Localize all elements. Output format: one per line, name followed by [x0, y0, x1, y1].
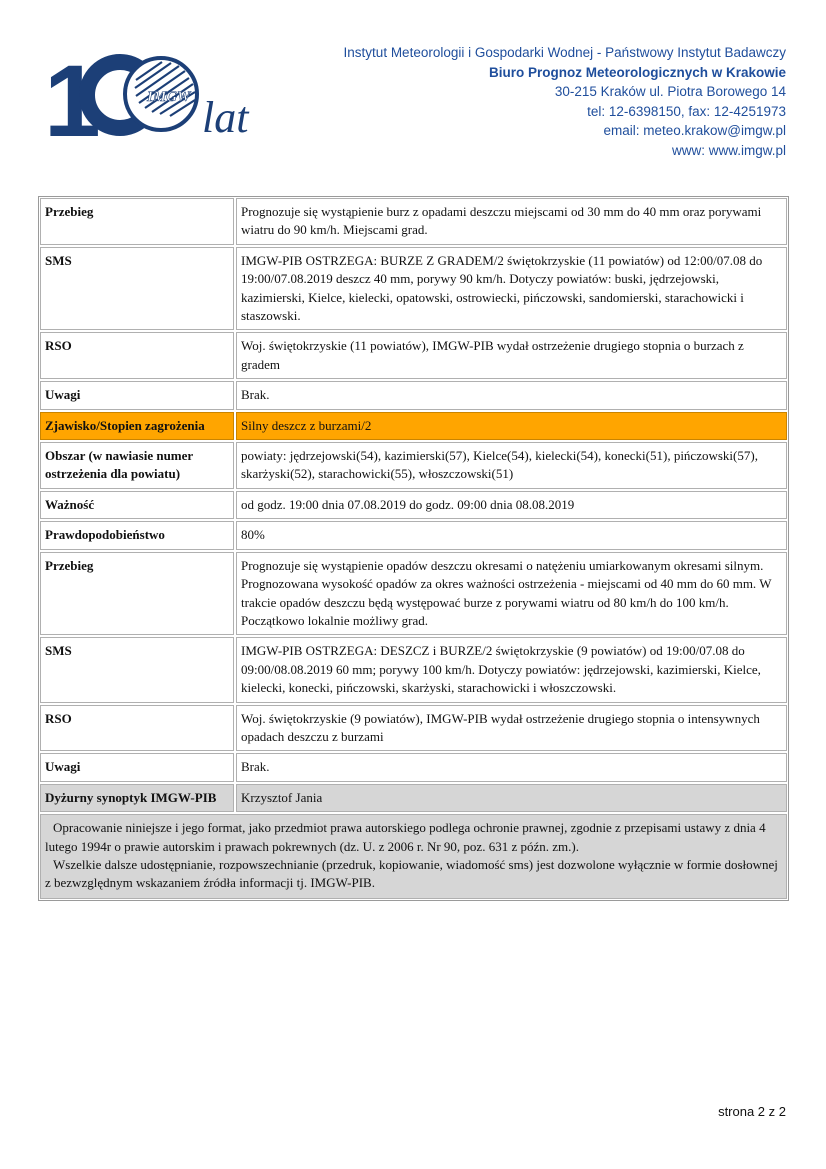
row-label: SMS	[40, 637, 234, 702]
institute-name: Instytut Meteorologii i Gospodarki Wodnej - Państwowy Instytut Badawczy	[343, 45, 786, 60]
row-value: IMGW-PIB OSTRZEGA: DESZCZ i BURZE/2 świętokrzyskie (9 powiatów) od 19:00/07.08 do 09:00/08.08.2019 60 mm; porywy 100 km/h. Dotyczy powiatów: jędrzejowski, kazimierski, Kielce, kielecki, konecki, pińczowski, skarżyski, starachowicki i włoszczowski.	[236, 637, 787, 702]
row-value: Woj. świętokrzyskie (11 powiatów), IMGW-PIB wydał ostrzeżenie drugiego stopnia o burzach z gradem	[236, 332, 787, 379]
logo-number-one: 1	[44, 52, 101, 138]
row-value: 80%	[236, 521, 787, 549]
row-label: Zjawisko/Stopien zagrożenia	[40, 412, 234, 440]
table-row	[40, 198, 787, 245]
table-row	[40, 552, 787, 636]
institute-address: 30-215 Kraków ul. Piotra Borowego 14	[554, 84, 786, 100]
table-row	[40, 442, 787, 489]
table-row	[40, 491, 787, 519]
row-value: Prognozuje się wystąpienie opadów deszczu okresami o natężeniu umiarkowanym okresami silnym. Prognozowana wysokość opadów za okres ważności ostrzeżenia - miejscami od 40 mm do 60 mm. W trakcie opadów deszczu będą występować burze z porywami wiatru od 80 km/h do 100 km/h. Początkowo lokalnie możliwy grad.	[236, 552, 787, 636]
row-value: Woj. świętokrzyskie (9 powiatów), IMGW-PIB wydał ostrzeżenie drugiego stopnia o intensywnych opadach deszczu z burzami	[236, 705, 787, 752]
row-label: Ważność	[40, 491, 234, 519]
hazard-level-row	[40, 412, 787, 440]
row-label: Dyżurny synoptyk IMGW-PIB	[40, 784, 234, 812]
row-label: SMS	[40, 247, 234, 331]
bureau-name: Biuro Prognoz Meteorologicznych w Krakowie	[488, 64, 786, 80]
row-label: Przebieg	[40, 198, 234, 245]
row-label: Przebieg	[40, 552, 234, 636]
row-label: RSO	[40, 705, 234, 752]
table-row	[40, 705, 787, 752]
copyright-note	[40, 814, 787, 899]
row-label: Obszar (w nawiasie numer ostrzeżenia dla powiatu)	[40, 442, 234, 489]
row-value: powiaty: jędrzejowski(54), kazimierski(57), Kielce(54), kielecki(54), konecki(51), pińczowski(57), skarżyski(52), starachowicki(55), włoszczowski(51)	[236, 442, 787, 489]
row-value: Silny deszcz z burzami/2	[236, 412, 787, 440]
table-row	[40, 247, 787, 331]
row-label: Uwagi	[40, 381, 234, 409]
usage-paragraph: Wszelkie dalsze udostępnianie, rozpowszechnianie (przedruk, kopiowanie, wiadomość sms) jest dozwolone wyłącznie w formie dosłownej z bezwzględnym wskazaniem źródła informacji tj. IMGW-PIB.	[45, 856, 778, 891]
copyright-paragraph: Opracowanie niniejsze i jego format, jako przedmiot prawa autorskiego podlega ochronie prawnej, zgodnie z przepisami ustawy z dnia 4 lutego 1994r o prawie autorskim i prawach pokrewnych (dz. U. z 2006 r. Nr 90, poz. 631 z późn. zm.).	[45, 820, 766, 854]
warning-table	[38, 196, 789, 901]
logo-imgw-text: IMGW	[147, 89, 191, 105]
table-row	[40, 521, 787, 549]
row-value: Brak.	[236, 381, 787, 409]
logo-lat-text: lat	[202, 93, 249, 138]
page-number: strona 2 z 2	[718, 1104, 786, 1119]
row-value: od godz. 19:00 dnia 07.08.2019 do godz. 09:00 dnia 08.08.2019	[236, 491, 787, 519]
copyright-row	[40, 814, 787, 899]
row-value: IMGW-PIB OSTRZEGA: BURZE Z GRADEM/2 świętokrzyskie (11 powiatów) od 12:00/07.08 do 19:00/07.08.2019 deszcz 40 mm, porywy 90 km/h. Dotyczy powiatów: buski, jędrzejowski, kazimierski, Kielce, kielecki, opatowski, ostrowiecki, pińczowski, sandomierski, starachowicki i staszowski.	[236, 247, 787, 331]
institute-email[interactable]: email: meteo.krakow@imgw.pl	[603, 123, 786, 139]
table-row	[40, 753, 787, 781]
row-value: Prognozuje się wystąpienie burz z opadami deszczu miejscami od 30 mm do 40 mm oraz porywami wiatru do 90 km/h. Miejscami grad.	[236, 198, 787, 245]
forecaster-row	[40, 784, 787, 812]
table-row	[40, 381, 787, 409]
institute-header	[344, 43, 786, 161]
row-label: Prawdopodobieństwo	[40, 521, 234, 549]
table-row	[40, 637, 787, 702]
institute-website[interactable]: www: www.imgw.pl	[671, 142, 786, 158]
row-value: Brak.	[236, 753, 787, 781]
table-row	[40, 332, 787, 379]
institute-phone: tel: 12-6398150, fax: 12-4251973	[587, 103, 786, 119]
row-label: RSO	[40, 332, 234, 379]
forecaster-name: Krzysztof Jania	[236, 784, 787, 812]
row-label: Uwagi	[40, 753, 234, 781]
imgw-100-lat-logo	[44, 52, 254, 138]
